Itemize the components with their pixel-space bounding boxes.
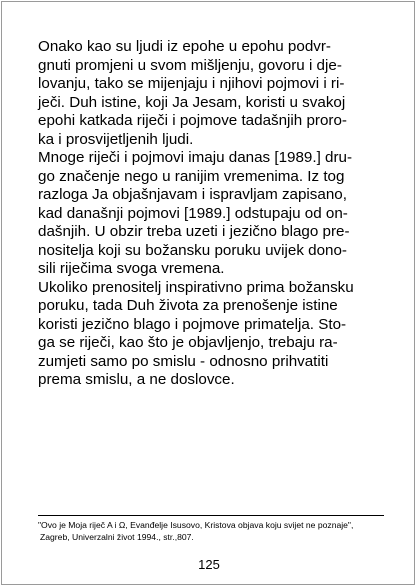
text-line: go značenje nego u ranijim vremenima. Iz tog [38, 167, 345, 185]
text-line: koristi jezično blago i pojmove primatelja. Sto- [38, 315, 347, 333]
text-line: ka i prosvijetljenih ljudi. [38, 130, 194, 148]
text-line: zumjeti samo po smislu - odnosno prihvatiti [38, 352, 329, 370]
text-line: ga se riječi, kao što je objavljenjo, trebaju ra- [38, 334, 338, 351]
text-line: nositelja koji su božansku poruku uvijek dono- [38, 241, 347, 259]
text-line: epohi katkada riječi i pojmove tadašnjih proro- [38, 112, 347, 129]
main-text [38, 38, 383, 390]
text-line: kad današnji pojmovi [1989.] odstupaju od on- [38, 204, 348, 222]
footnote-line-1: "Ovo je Moja riječ A i Ω, Evanđelje Isusovo, Kristova objava koju svijet ne poznaje", [38, 520, 354, 530]
text-line: dašnjih. U obzir treba uzeti i jezično blago pre- [38, 223, 350, 240]
text-line: ječi. Duh istine, koji Ja Jesam, koristi u svakoj [38, 93, 346, 111]
footnote-divider [38, 515, 384, 516]
page-number: 125 [198, 557, 220, 572]
text-line: prema smislu, a ne doslovce. [38, 371, 235, 388]
text-line: Ukoliko prenositelj inspirativno prima božansku [38, 278, 354, 296]
text-line: razloga Ja objašnjavam i ispravljam zapisano, [38, 186, 347, 203]
text-line: Mnoge riječi i pojmovi imaju danas [1989.] dru- [38, 149, 353, 166]
footnote-line-2: Zagreb, Univerzalni život 1994., str.,807. [40, 532, 194, 542]
footnote [38, 519, 398, 543]
text-line: poruku, tada Duh života za prenošenje istine [38, 297, 338, 314]
text-line: sili riječima svoga vremena. [38, 260, 225, 277]
text-line: lovanju, tako se mijenjaju i njihovi pojmovi i ri- [38, 75, 345, 92]
text-line: gnuti promjeni u svom mišljenju, govoru i dje- [38, 56, 342, 74]
text-line: Onako kao su ljudi iz epohe u epohu podvr- [38, 38, 331, 55]
